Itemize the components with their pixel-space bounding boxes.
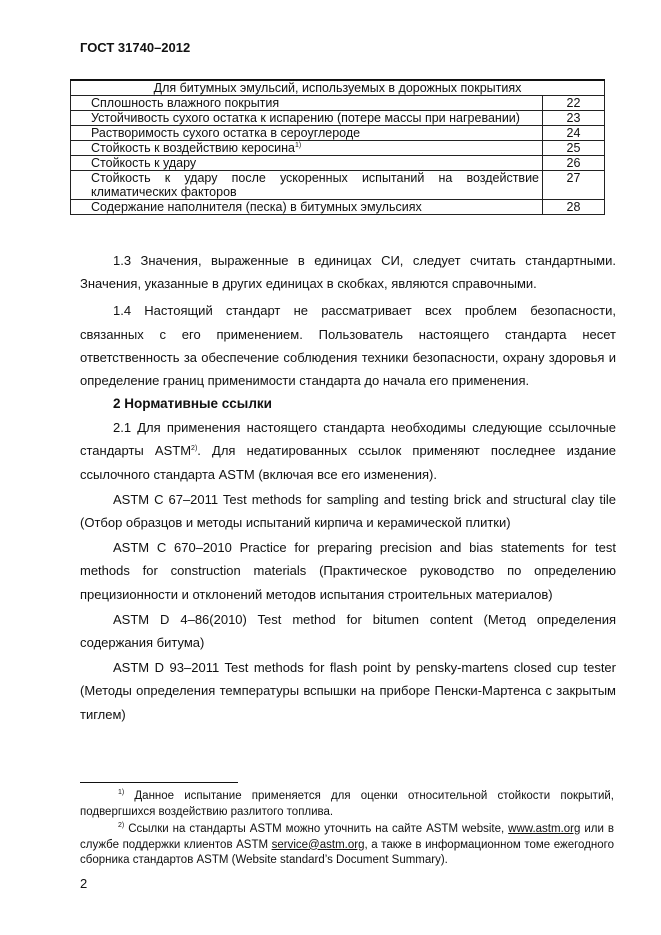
table-row: [71, 141, 605, 156]
table-row: [71, 111, 605, 126]
table-cell-method: Стойкость к удару: [71, 156, 543, 171]
footnote-ref: 2): [191, 445, 198, 453]
table-cell-method: Содержание наполнителя (песка) в битумных эмульсиях: [71, 200, 543, 215]
reference-astm-d93: ASTM D 93–2011 Test methods for flash point by pensky-martens closed cup tester (Методы определения температуры вспышки на приборе Пенски-Мартенса с закрытым тиглем): [80, 660, 616, 722]
table-cell-method: Устойчивость сухого остатка к испарению (потере массы при нагревании): [71, 111, 543, 126]
footnote-mark: 2): [118, 822, 125, 829]
paragraph-1-3: 1.3 Значения, выраженные в единицах СИ, следует считать стандартными. Значения, указанные в других единицах в скобках, являются справочными.: [80, 253, 616, 292]
paragraph-2-1: 2.1 Для применения настоящего стандарта необходимы следующие ссылочные стандарты ASTM$^{2)}$. Для недатированных ссылок применяют последнее издание ссылочного стандарта ASTM (включая все его изменения).: [80, 420, 617, 482]
table-cell-section: 24: [543, 126, 605, 141]
astm-website-link[interactable]: www.astm.org: [508, 823, 581, 835]
table-cell-section: 28: [543, 200, 605, 215]
reference-astm-d4: ASTM D 4–86(2010) Test method for bitumen content (Метод определения содержания битума): [80, 611, 616, 651]
table-cell-section: 25: [543, 141, 605, 156]
page-number: 2: [80, 876, 88, 891]
table-row: [71, 171, 605, 200]
table-cell-method: Стойкость к удару после ускоренных испытаний на воздействие климатических факторов: [71, 171, 543, 200]
footnote-mark: 1): [118, 789, 125, 796]
table-row: [71, 200, 605, 215]
section-2-title: 2 Нормативные ссылки: [113, 396, 272, 412]
reference-astm-c670: ASTM C 670–2010 Practice for preparing precision and bias statements for test methods for construction materials (Практическое руководство по определению прецизионности и отклонений методов испытания строительных материалов): [80, 540, 616, 602]
astm-email-link[interactable]: service@astm.org: [271, 838, 365, 851]
table-cell-method: Сплошность влажного покрытия: [71, 96, 543, 111]
table-cell-section: 27: [543, 171, 605, 200]
table-row: [71, 96, 605, 111]
test-methods-table: [70, 79, 605, 215]
footnotes: [80, 789, 614, 871]
footnote-2: $^{2)}$ Ссылки на стандарты ASTM можно уточнить на сайте ASTM website, www.astm.org или в службе поддержки клиентов ASTM service@astm.org, а также в информационном томе ежегодного сборника стандартов ASTM (Website standard’s Document Summary).: [80, 822, 615, 866]
main-text: [80, 249, 616, 726]
table-row: [71, 156, 605, 171]
table-cell-method: Растворимость сухого остатка в сероуглероде: [71, 126, 543, 141]
reference-astm-c67: ASTM C 67–2011 Test methods for sampling and testing brick and structural clay tile (Отбор образцов и методы испытаний кирпича и керамической плитки): [80, 491, 616, 531]
footnote-ref: 1): [295, 142, 302, 149]
document-code: ГОСТ 31740–2012: [80, 40, 191, 55]
table-cell-section: 22: [543, 96, 605, 111]
paragraph-1-4: 1.4 Настоящий стандарт не рассматривает всех проблем безопасности, связанных с его применением. Пользователь настоящего стандарта несет ответственность за обеспечение соблюдения техники безопасности, охрану здоровья и определение границ применимости стандарта до начала его применения.: [80, 303, 616, 389]
table-section-heading: Для битумных эмульсий, используемых в дорожных покрытиях: [71, 80, 605, 96]
footnote-1: $^{1)}$ Данное испытание применяется для оценки относительной стойкости покрытий, подвергшихся воздействию разлитого топлива.: [80, 789, 614, 818]
footnote-divider: [80, 782, 238, 783]
table-section-heading-row: [71, 80, 605, 96]
table-cell-section: 26: [543, 156, 605, 171]
table-row: [71, 126, 605, 141]
table-cell-method: Стойкость к воздействию керосина$^{1)}$: [71, 141, 543, 156]
table-cell-section: 23: [543, 111, 605, 126]
